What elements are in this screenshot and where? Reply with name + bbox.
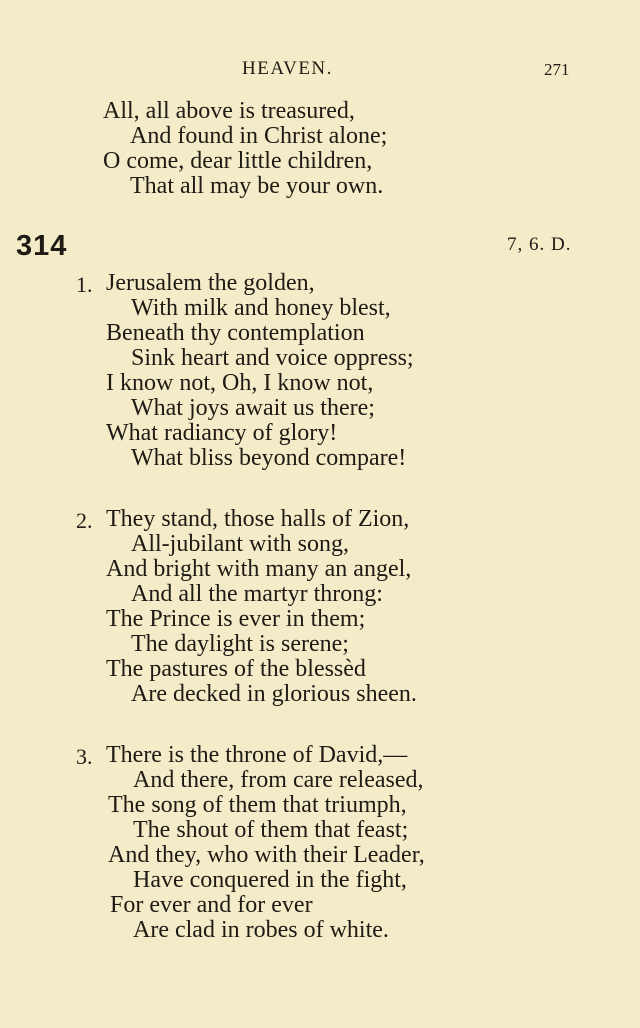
running-head: HEAVEN. bbox=[242, 58, 333, 79]
verse-line: What joys await us there; bbox=[131, 395, 375, 421]
verse-line: The Prince is ever in them; bbox=[106, 606, 366, 632]
verse-line: All, all above is treasured, bbox=[103, 98, 355, 124]
verse-line: Are clad in robes of white. bbox=[133, 917, 389, 943]
verse-line: I know not, Oh, I know not, bbox=[106, 370, 374, 396]
verse-line: Beneath thy contemplation bbox=[106, 320, 365, 346]
verse-line: Have conquered in the fight, bbox=[133, 867, 407, 893]
hymn-meter: 7, 6. D. bbox=[507, 234, 572, 255]
verse-line: With milk and honey blest, bbox=[131, 295, 391, 321]
verse-line: That all may be your own. bbox=[130, 173, 384, 199]
verse-line: The pastures of the blessèd bbox=[106, 656, 366, 682]
stanza-number: 3. bbox=[76, 744, 93, 769]
verse-line: All-jubilant with song, bbox=[131, 531, 349, 557]
verse-line: And bright with many an angel, bbox=[106, 556, 412, 582]
verse-line: There is the throne of David,— bbox=[106, 742, 408, 768]
verse-line: And there, from care released, bbox=[133, 767, 424, 793]
verse-line: The song of them that triumph, bbox=[108, 792, 407, 818]
verse-line: For ever and for ever bbox=[110, 892, 313, 918]
verse-line: Are decked in glorious sheen. bbox=[131, 681, 417, 707]
verse-line: The daylight is serene; bbox=[131, 631, 349, 657]
verse-line: O come, dear little children, bbox=[103, 148, 373, 174]
verse-line: And all the martyr throng: bbox=[131, 581, 383, 607]
verse-line: And found in Christ alone; bbox=[130, 123, 388, 149]
verse-line: And they, who with their Leader, bbox=[108, 842, 425, 868]
verse-line: What bliss beyond compare! bbox=[131, 445, 407, 471]
stanza-number: 2. bbox=[76, 508, 93, 533]
stanza-number: 1. bbox=[76, 272, 93, 297]
verse-line: The shout of them that feast; bbox=[133, 817, 409, 843]
page-number: 271 bbox=[544, 60, 570, 79]
verse-line: Jerusalem the golden, bbox=[106, 270, 315, 296]
verse-line: What radiancy of glory! bbox=[106, 420, 338, 446]
hymn-number: 314 bbox=[16, 230, 68, 262]
verse-line: They stand, those halls of Zion, bbox=[106, 506, 410, 532]
verse-line: Sink heart and voice oppress; bbox=[131, 345, 414, 371]
